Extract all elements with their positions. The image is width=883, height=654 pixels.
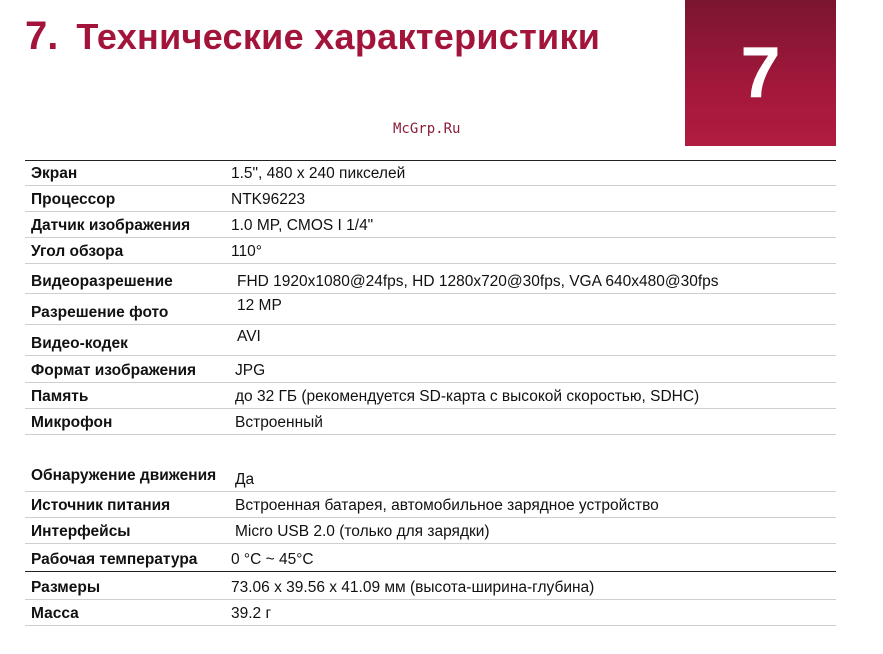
spec-label: Размеры [31,579,101,596]
spec-value: Встроенный [235,414,323,431]
spec-label: Память [31,388,89,405]
spec-row-power-source [25,492,836,518]
spec-label: Угол обзора [31,243,124,260]
spec-row-video-codec [25,325,836,356]
spec-label: Процессор [31,191,116,208]
spec-label: Интерфейсы [31,523,131,540]
spec-row-interfaces [25,518,836,544]
section-title: Технические характеристики [76,16,601,57]
spec-row-weight [25,600,836,626]
chapter-badge [685,0,836,146]
spec-row-processor [25,186,836,212]
page-title [25,14,600,59]
spec-value: Да [235,471,255,488]
spec-row-microphone [25,409,836,435]
spec-row-image-format [25,356,836,383]
spec-row-motion-detection [25,435,836,492]
spec-label: Микрофон [31,414,113,431]
spec-value: 1.0 MP, CMOS I 1/4" [231,217,374,234]
spec-row-dimensions [25,572,836,600]
spec-value: 12 MP [237,297,282,314]
spec-label: Масса [31,605,79,622]
spec-row-operating-temperature [25,544,836,572]
spec-value: NTK96223 [231,191,306,208]
chapter-badge-number: 7 [740,33,781,113]
spec-value: AVI [237,328,261,345]
spec-label: Источник питания [31,497,171,514]
spec-value: 110° [231,243,262,260]
spec-value: 73.06 x 39.56 x 41.09 мм (высота-ширина-глубина) [231,579,595,596]
spec-label: Обнаружение движения [31,467,217,484]
spec-value: FHD 1920x1080@24fps, HD 1280x720@30fps, VGA 640x480@30fps [237,273,719,290]
spec-label: Датчик изображения [31,217,191,234]
spec-row-screen [25,160,836,186]
spec-label: Видео-кодек [31,335,128,352]
spec-value: 1.5", 480 x 240 пикселей [231,165,406,182]
spec-label: Рабочая температура [31,551,198,568]
spec-row-photo-resolution [25,294,836,325]
spec-label: Экран [31,165,78,182]
spec-table [25,160,836,626]
spec-value: JPG [235,362,266,379]
spec-label: Разрешение фото [31,304,169,321]
spec-label: Формат изображения [31,362,197,379]
spec-row-video-resolution [25,264,836,294]
spec-row-memory [25,383,836,409]
spec-value: 39.2 г [231,605,272,622]
spec-value: Micro USB 2.0 (только для зарядки) [235,523,490,540]
spec-value: 0 °C ~ 45°C [231,551,314,568]
spec-value: до 32 ГБ (рекомендуется SD-карта с высокой скоростью, SDHC) [235,388,700,405]
section-number: 7. [25,14,59,58]
spec-row-sensor [25,212,836,238]
spec-label: Видеоразрешение [31,273,173,290]
spec-value: Встроенная батарея, автомобильное зарядное устройство [235,497,659,514]
spec-row-angle [25,238,836,264]
watermark: McGrp.Ru [393,121,461,137]
